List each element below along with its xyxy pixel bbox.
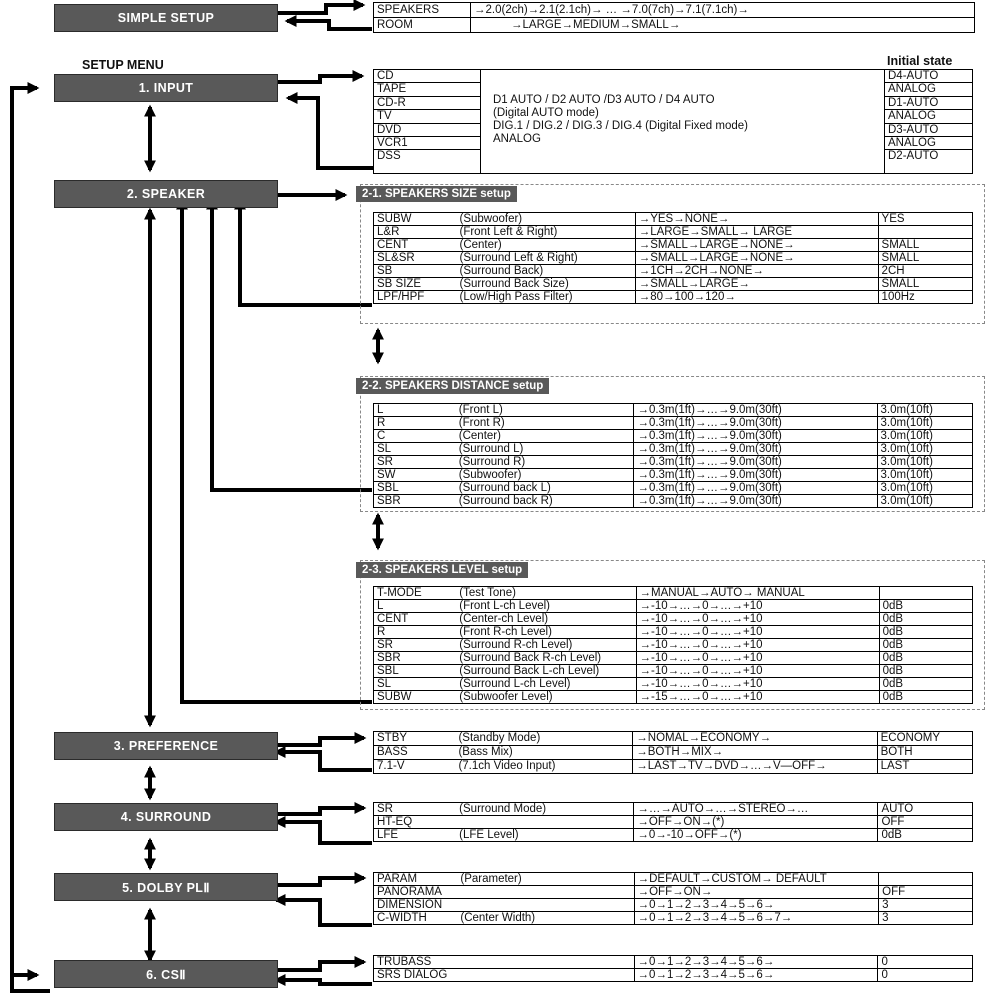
- cell-options: →-10→…→0→…→+10: [636, 626, 879, 639]
- cell-initial: 3.0m(10ft): [877, 456, 972, 469]
- cell-code: SB: [374, 265, 457, 278]
- cell-code: SL: [374, 678, 457, 691]
- cell-initial: 3: [879, 899, 973, 912]
- arrow-simple-to-speakers: [278, 5, 363, 13]
- cell-description: (Test Tone): [456, 587, 636, 600]
- cell-description: (Front R): [456, 417, 634, 430]
- cell-description: (Center-ch Level): [456, 613, 636, 626]
- initial-state-label: Initial state: [887, 54, 953, 68]
- cell-code: PANORAMA: [374, 886, 458, 899]
- cell-code: SBR: [374, 652, 457, 665]
- cell-code: L&R: [374, 226, 457, 239]
- cell-options: →-10→…→0→…→+10: [636, 639, 879, 652]
- cell-options: →SMALL→LARGE→NONE→: [635, 239, 878, 252]
- cell-code: DIMENSION: [374, 899, 458, 912]
- simple-setup-button[interactable]: SIMPLE SETUP: [54, 4, 278, 32]
- cell-description: (Surround Back L-ch Level): [456, 665, 636, 678]
- cell-options: →-15→…→0→…→+10: [636, 691, 879, 704]
- table-row[interactable]: [374, 469, 973, 482]
- cell-initial: 3.0m(10ft): [877, 417, 972, 430]
- cell-description: (Parameter): [457, 873, 634, 886]
- list-item: D2-AUTO: [885, 149, 972, 162]
- input-desc-line: ANALOG: [493, 133, 541, 145]
- cell-code: C-WIDTH: [374, 912, 458, 925]
- cell-code: L: [374, 600, 457, 613]
- cell-name: ROOM: [374, 18, 471, 33]
- cell-options: →LAST→TV→DVD→…→V—OFF→: [633, 760, 877, 774]
- table-row[interactable]: [374, 430, 973, 443]
- cell-code: TRUBASS: [374, 956, 458, 969]
- list-item: ANALOG: [885, 82, 972, 95]
- cell-code: STBY: [374, 732, 456, 746]
- cell-description: (Surround R): [456, 456, 634, 469]
- cell-description: (Center): [456, 239, 635, 252]
- list-item: D3-AUTO: [885, 123, 972, 136]
- table-row[interactable]: [374, 956, 973, 969]
- table-row[interactable]: [374, 600, 973, 613]
- cell-code: SR: [374, 803, 457, 816]
- dolby-table: [373, 872, 973, 925]
- table-row[interactable]: [374, 226, 973, 239]
- arrow-loop-to-cs: [12, 975, 37, 991]
- cell-options: →0→-10→OFF→(*): [634, 829, 878, 842]
- cell-initial: SMALL: [878, 252, 972, 265]
- table-row[interactable]: [374, 639, 973, 652]
- cell-initial: 0: [878, 956, 973, 969]
- cell-options: →0.3m(1ft)→…→9.0m(30ft): [634, 482, 877, 495]
- cell-initial: OFF: [879, 886, 973, 899]
- cell-description: (Front R-ch Level): [456, 626, 636, 639]
- cell-code: CENT: [374, 613, 457, 626]
- cell-initial: SMALL: [878, 278, 972, 291]
- table-row[interactable]: [374, 265, 973, 278]
- cell-description: [457, 899, 634, 912]
- cell-initial: 0dB: [879, 626, 972, 639]
- cell-initial: 0dB: [879, 691, 972, 704]
- arrow-loop-down: [12, 88, 50, 991]
- cell-options: →0.3m(1ft)→…→9.0m(30ft): [634, 404, 877, 417]
- cell-initial: LAST: [877, 760, 972, 774]
- cell-description: (Front Left & Right): [456, 226, 635, 239]
- input-desc-line: DIG.1 / DIG.2 / DIG.3 / DIG.4 (Digital Fixed mode): [493, 120, 748, 132]
- table-row[interactable]: [374, 482, 973, 495]
- cs-table: [373, 955, 973, 982]
- cell-code: L: [374, 404, 456, 417]
- cell-options: →LARGE→SMALL→ LARGE: [635, 226, 878, 239]
- cell-description: (Surround Mode): [456, 803, 634, 816]
- table-row[interactable]: [374, 291, 973, 304]
- cell-initial: 3.0m(10ft): [877, 469, 972, 482]
- cell-code: LFE: [374, 829, 457, 842]
- simple-setup-table: [373, 2, 975, 33]
- arrow-room-to-simple: [287, 21, 372, 29]
- cell-description: (Surround back R): [456, 495, 634, 508]
- arrow-71v-back: [276, 752, 372, 770]
- cell-options: →NOMAL→ECONOMY→: [633, 732, 877, 746]
- table-row[interactable]: [374, 495, 973, 508]
- cell-value: →2.0(2ch)→2.1(2.1ch)→ … →7.0(7ch)→7.1(7.1ch)→: [471, 3, 975, 18]
- cell-initial: 3.0m(10ft): [877, 430, 972, 443]
- cell-description: (Front L): [456, 404, 634, 417]
- cell-options: →0.3m(1ft)→…→9.0m(30ft): [634, 456, 877, 469]
- cell-code: T-MODE: [374, 587, 457, 600]
- cell-description: [457, 886, 634, 899]
- speaker-level-title: 2-3. SPEAKERS LEVEL setup: [356, 562, 528, 578]
- table-row[interactable]: [374, 587, 973, 600]
- table-row[interactable]: [374, 626, 973, 639]
- input-desc-line: D1 AUTO / D2 AUTO /D3 AUTO / D4 AUTO: [493, 94, 715, 106]
- table-row[interactable]: [374, 816, 973, 829]
- table-row[interactable]: [374, 969, 973, 982]
- list-item[interactable]: VCR1: [374, 136, 480, 149]
- table-row[interactable]: [374, 912, 973, 925]
- cell-initial: 0dB: [878, 829, 973, 842]
- cell-code: BASS: [374, 746, 456, 760]
- cell-options: →1CH→2CH→NONE→: [635, 265, 878, 278]
- cell-initial: 3.0m(10ft): [877, 404, 972, 417]
- list-item[interactable]: CD: [377, 70, 394, 82]
- cell-initial: 3.0m(10ft): [877, 495, 972, 508]
- table-row[interactable]: [374, 760, 973, 774]
- cell-description: (Surround L): [456, 443, 634, 456]
- menu-surround-button[interactable]: 4. SURROUND: [54, 803, 278, 831]
- table-row[interactable]: [374, 829, 973, 842]
- cell-options: →-10→…→0→…→+10: [636, 600, 879, 613]
- list-item[interactable]: DSS: [374, 149, 480, 162]
- table-row[interactable]: [374, 652, 973, 665]
- cell-options: →0→1→2→3→4→5→6→: [634, 899, 879, 912]
- cell-initial: 3: [879, 912, 973, 925]
- cell-initial: [879, 587, 972, 600]
- arrow-srsdialog-back: [276, 980, 372, 984]
- cell-description: (Standby Mode): [455, 732, 632, 746]
- list-item[interactable]: CD-R: [374, 96, 480, 109]
- cell-initial: 0: [878, 969, 973, 982]
- speaker-size-title: 2-1. SPEAKERS SIZE setup: [356, 186, 517, 202]
- speaker-distance-table: [373, 403, 973, 508]
- cell-options: →0→1→2→3→4→5→6→: [634, 969, 878, 982]
- cell-description: (Subwoofer): [456, 469, 634, 482]
- cell-initial: BOTH: [877, 746, 972, 760]
- cell-code: LPF/HPF: [374, 291, 457, 304]
- setup-menu-title: SETUP MENU: [82, 58, 164, 72]
- cell-options: →0.3m(1ft)→…→9.0m(30ft): [634, 443, 877, 456]
- table-row[interactable]: [374, 417, 973, 430]
- cell-options: →OFF→ON→(*): [634, 816, 878, 829]
- cell-options: →80→100→120→: [635, 291, 878, 304]
- cell-description: (Surround Back): [456, 265, 635, 278]
- arrow-cwidth-back: [276, 900, 372, 925]
- cell-code: SBL: [374, 482, 456, 495]
- cell-options: →0.3m(1ft)→…→9.0m(30ft): [634, 469, 877, 482]
- preference-table: [373, 731, 973, 774]
- cell-code: SR: [374, 456, 456, 469]
- surround-table: [373, 802, 973, 842]
- arrow-sbr-back: [212, 200, 372, 490]
- cell-initial: AUTO: [878, 803, 973, 816]
- table-row[interactable]: [374, 886, 973, 899]
- cell-code: CENT: [374, 239, 457, 252]
- cell-options: →…→AUTO→…→STEREO→…: [634, 803, 878, 816]
- cell-initial: YES: [878, 213, 972, 226]
- table-row[interactable]: [374, 665, 973, 678]
- cell-code: SL: [374, 443, 456, 456]
- list-item: D4-AUTO: [888, 70, 939, 82]
- list-item: ANALOG: [885, 136, 972, 149]
- cell-description: (Surround L-ch Level): [456, 678, 636, 691]
- cell-description: [458, 956, 634, 969]
- menu-input-button[interactable]: 1. INPUT: [54, 74, 278, 102]
- cell-code: SW: [374, 469, 456, 482]
- table-row[interactable]: [374, 732, 973, 746]
- cell-description: (Center): [456, 430, 634, 443]
- cell-initial: 0dB: [879, 613, 972, 626]
- cell-options: →-10→…→0→…→+10: [636, 652, 879, 665]
- cell-code: SBR: [374, 495, 456, 508]
- cell-options: →-10→…→0→…→+10: [636, 678, 879, 691]
- cell-description: (7.1ch Video Input): [455, 760, 632, 774]
- cell-description: (LFE Level): [456, 829, 634, 842]
- cell-code: SRS DIALOG: [374, 969, 458, 982]
- cell-options: →-10→…→0→…→+10: [636, 613, 879, 626]
- cell-code: SR: [374, 639, 457, 652]
- cell-description: (Subwoofer): [456, 213, 635, 226]
- speaker-distance-title: 2-2. SPEAKERS DISTANCE setup: [356, 378, 549, 394]
- cell-options: →0→1→2→3→4→5→6→7→: [634, 912, 879, 925]
- cell-options: →SMALL→LARGE→: [635, 278, 878, 291]
- arrow-dss-to-input: [288, 98, 373, 168]
- cell-code: R: [374, 417, 456, 430]
- table-row[interactable]: [374, 691, 973, 704]
- cell-description: [456, 816, 634, 829]
- cell-description: (Surround R-ch Level): [456, 639, 636, 652]
- cell-options: →-10→…→0→…→+10: [636, 665, 879, 678]
- cell-description: (Front L-ch Level): [456, 600, 636, 613]
- list-item[interactable]: DVD: [374, 123, 480, 136]
- cell-initial: 3.0m(10ft): [877, 443, 972, 456]
- cell-initial: 100Hz: [878, 291, 972, 304]
- cell-initial: 0dB: [879, 678, 972, 691]
- cell-description: (Surround Left & Right): [456, 252, 635, 265]
- cell-options: →OFF→ON→: [634, 886, 879, 899]
- cell-description: (Bass Mix): [455, 746, 632, 760]
- table-row[interactable]: [374, 678, 973, 691]
- cell-initial: 0dB: [879, 639, 972, 652]
- cell-initial: 2CH: [878, 265, 972, 278]
- speaker-size-table: [373, 212, 973, 304]
- cell-code: SB SIZE: [374, 278, 457, 291]
- list-item[interactable]: TV: [374, 109, 480, 122]
- cell-options: →BOTH→MIX→: [633, 746, 877, 760]
- cell-description: (Surround Back R-ch Level): [456, 652, 636, 665]
- table-row[interactable]: [374, 278, 973, 291]
- cell-code: SL&SR: [374, 252, 457, 265]
- table-row[interactable]: [374, 239, 973, 252]
- list-item: D1-AUTO: [885, 96, 972, 109]
- table-row[interactable]: [374, 252, 973, 265]
- cell-code: 7.1-V: [374, 760, 456, 774]
- input-initial-list: [884, 69, 973, 174]
- cell-initial: OFF: [878, 816, 973, 829]
- cell-initial: 0dB: [879, 600, 972, 613]
- cell-description: (Subwoofer Level): [456, 691, 636, 704]
- cell-options: →0.3m(1ft)→…→9.0m(30ft): [634, 495, 877, 508]
- table-row[interactable]: [374, 3, 975, 18]
- cell-name: SPEAKERS: [374, 3, 471, 18]
- table-row[interactable]: [374, 456, 973, 469]
- cell-description: [458, 969, 634, 982]
- table-row[interactable]: [374, 443, 973, 456]
- menu-dolby-button[interactable]: 5. DOLBY PLⅡ: [54, 873, 278, 901]
- cell-code: HT-EQ: [374, 816, 457, 829]
- cell-initial: 0dB: [879, 652, 972, 665]
- cell-code: SUBW: [374, 213, 457, 226]
- list-item: ANALOG: [885, 109, 972, 122]
- cell-code: PARAM: [374, 873, 458, 886]
- menu-speaker-button[interactable]: 2. SPEAKER: [54, 180, 278, 208]
- cell-options: →DEFAULT→CUSTOM→ DEFAULT: [634, 873, 879, 886]
- cell-initial: [878, 226, 972, 239]
- cell-value: →LARGE→MEDIUM→SMALL→: [471, 18, 975, 33]
- cell-description: (Surround back L): [456, 482, 634, 495]
- cell-initial: [879, 873, 973, 886]
- cell-description: (Low/High Pass Filter): [456, 291, 635, 304]
- table-row[interactable]: [374, 746, 973, 760]
- table-row[interactable]: [374, 803, 973, 816]
- cell-code: C: [374, 430, 456, 443]
- cell-options: →0.3m(1ft)→…→9.0m(30ft): [634, 430, 877, 443]
- input-description-box: [480, 69, 885, 174]
- list-item[interactable]: TAPE: [374, 82, 480, 95]
- cell-options: →0→1→2→3→4→5→6→: [634, 956, 878, 969]
- table-row[interactable]: [374, 404, 973, 417]
- cell-options: →0.3m(1ft)→…→9.0m(30ft): [634, 417, 877, 430]
- cell-initial: 0dB: [879, 665, 972, 678]
- cell-initial: ECONOMY: [877, 732, 972, 746]
- table-row[interactable]: [374, 899, 973, 912]
- cell-code: SUBW: [374, 691, 457, 704]
- speaker-level-table: [373, 586, 973, 704]
- cell-description: (Center Width): [457, 912, 634, 925]
- cell-options: →YES→NONE→: [635, 213, 878, 226]
- cell-code: R: [374, 626, 457, 639]
- input-desc-line: (Digital AUTO mode): [493, 107, 599, 119]
- arrow-lpf-back: [240, 200, 372, 305]
- input-source-list: [373, 69, 481, 174]
- cell-options: →MANUAL→AUTO→ MANUAL: [636, 587, 879, 600]
- table-row[interactable]: [374, 18, 975, 33]
- table-row[interactable]: [374, 613, 973, 626]
- table-row[interactable]: [374, 213, 973, 226]
- menu-cs-button[interactable]: 6. CSⅡ: [54, 960, 278, 988]
- menu-preference-button[interactable]: 3. PREFERENCE: [54, 732, 278, 760]
- table-row[interactable]: [374, 873, 973, 886]
- cell-description: (Surround Back Size): [456, 278, 635, 291]
- cell-initial: SMALL: [878, 239, 972, 252]
- cell-initial: 3.0m(10ft): [877, 482, 972, 495]
- arrow-lfe-back: [276, 822, 372, 843]
- cell-options: →SMALL→LARGE→NONE→: [635, 252, 878, 265]
- cell-code: SBL: [374, 665, 457, 678]
